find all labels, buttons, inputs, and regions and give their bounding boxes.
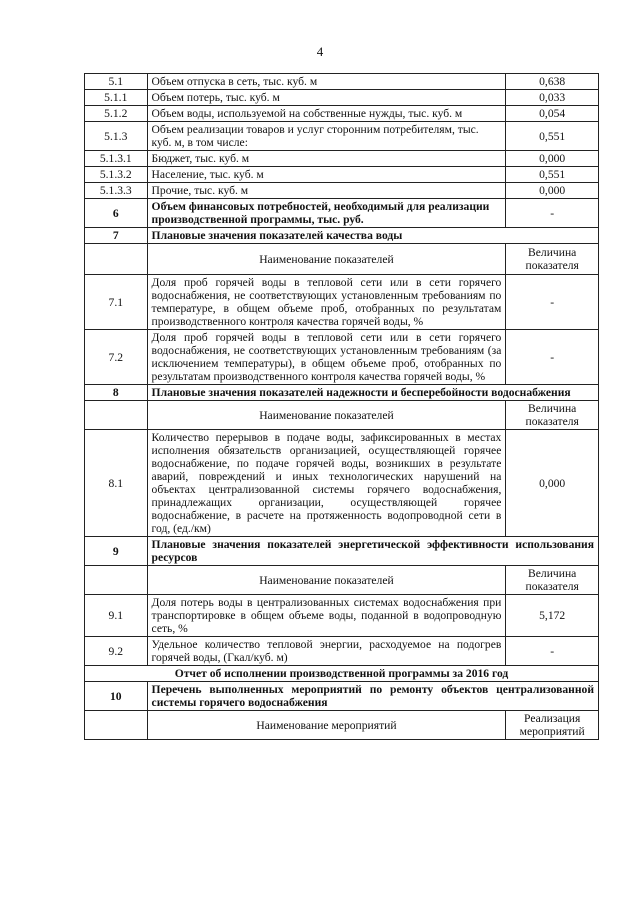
section-number: 8 <box>85 385 148 401</box>
report-title: Отчет об исполнении производственной программы за 2016 год <box>85 666 599 682</box>
column-header-name: Наименование показателей <box>147 244 506 275</box>
section-title-row <box>85 537 599 566</box>
row-number: 5.1.1 <box>85 90 148 106</box>
row-text: Объем финансовых потребностей, необходимый для реализации производственной программы, тыс. руб. <box>147 199 506 228</box>
row-number: 5.1.3.3 <box>85 183 148 199</box>
row-value: 0,551 <box>506 122 599 151</box>
row-value: - <box>506 637 599 666</box>
row-number: 7.2 <box>85 330 148 385</box>
report-title-row <box>85 666 599 682</box>
column-header-value: Величина показателя <box>506 401 599 430</box>
row-text: Количество перерывов в подаче воды, зафиксированных в местах исполнения обязательств организацией, осуществляющей горячее водоснабжение, по подаче горячей воды, возникших в результате аварий, повреждений и иных технологических нарушений на объектах централизованной системы горячего водоснабжения, принадлежащих организации, осуществляющей горячее водоснабжение, в расчете на протяженность водопроводной сети в год, (ед./км) <box>147 430 506 537</box>
column-header-row <box>85 244 599 275</box>
table-row <box>85 106 599 122</box>
section-title: Плановые значения показателей качества воды <box>147 228 598 244</box>
row-number: 5.1.3.2 <box>85 167 148 183</box>
row-value: - <box>506 275 599 330</box>
row-text: Объем воды, используемой на собственные нужды, тыс. куб. м <box>147 106 506 122</box>
table-row <box>85 183 599 199</box>
row-value: 0,000 <box>506 430 599 537</box>
program-table <box>84 73 599 740</box>
row-number: 6 <box>85 199 148 228</box>
row-text: Доля проб горячей воды в тепловой сети или в сети горячего водоснабжения, не соответствующих установленным требованиям (за исключением температуры), в общем объеме проб, отобранных по результатам производственного контроля качества горячей воды, % <box>147 330 506 385</box>
row-number: 7.1 <box>85 275 148 330</box>
table-row <box>85 122 599 151</box>
section-title-row <box>85 682 599 711</box>
row-text: Прочие, тыс. куб. м <box>147 183 506 199</box>
column-header-value: Реализация мероприятий <box>506 711 599 740</box>
row-number: 5.1.2 <box>85 106 148 122</box>
row-value: 0,000 <box>506 151 599 167</box>
column-header-row <box>85 566 599 595</box>
table-row <box>85 167 599 183</box>
table-row <box>85 430 599 537</box>
row-text: Доля проб горячей воды в тепловой сети или в сети горячего водоснабжения, не соответствующих установленным требованиям по температуре, в общем объеме проб, отобранных по результатам производственного контроля качества горячей воды, % <box>147 275 506 330</box>
column-header-name: Наименование показателей <box>147 566 506 595</box>
row-value: 0,551 <box>506 167 599 183</box>
row-text: Объем потерь, тыс. куб. м <box>147 90 506 106</box>
table-row <box>85 199 599 228</box>
section-number: 10 <box>85 682 148 711</box>
row-text: Удельное количество тепловой энергии, расходуемое на подогрев горячей воды, (Гкал/куб. м) <box>147 637 506 666</box>
row-value: 0,000 <box>506 183 599 199</box>
column-header-name: Наименование показателей <box>147 401 506 430</box>
section-title-row <box>85 385 599 401</box>
table-row <box>85 151 599 167</box>
row-number: 5.1.3.1 <box>85 151 148 167</box>
table-row <box>85 275 599 330</box>
row-text: Бюджет, тыс. куб. м <box>147 151 506 167</box>
row-number: 5.1.3 <box>85 122 148 151</box>
section-number: 7 <box>85 228 148 244</box>
table-row <box>85 595 599 637</box>
row-number: 9.2 <box>85 637 148 666</box>
row-text: Объем реализации товаров и услуг сторонним потребителям, тыс. куб. м, в том числе: <box>147 122 506 151</box>
column-header-value: Величина показателя <box>506 244 599 275</box>
table-row <box>85 90 599 106</box>
table-row <box>85 637 599 666</box>
row-number: 9.1 <box>85 595 148 637</box>
column-header-value: Величина показателя <box>506 566 599 595</box>
row-text: Население, тыс. куб. м <box>147 167 506 183</box>
section-number: 9 <box>85 537 148 566</box>
table-row <box>85 74 599 90</box>
row-number: 8.1 <box>85 430 148 537</box>
row-text: Объем отпуска в сеть, тыс. куб. м <box>147 74 506 90</box>
column-header-name: Наименование мероприятий <box>147 711 506 740</box>
section-title: Плановые значения показателей энергетической эффективности использования ресурсов <box>147 537 598 566</box>
row-value: - <box>506 199 599 228</box>
row-value: 0,054 <box>506 106 599 122</box>
column-header-row <box>85 711 599 740</box>
page-number: 4 <box>316 44 324 59</box>
row-value: 0,638 <box>506 74 599 90</box>
table-row <box>85 330 599 385</box>
row-value: 5,172 <box>506 595 599 637</box>
row-value: - <box>506 330 599 385</box>
row-number: 5.1 <box>85 74 148 90</box>
column-header-row <box>85 401 599 430</box>
row-value: 0,033 <box>506 90 599 106</box>
section-title: Перечень выполненных мероприятий по ремонту объектов централизованной системы горячего водоснабжения <box>147 682 598 711</box>
section-title-row <box>85 228 599 244</box>
row-text: Доля потерь воды в централизованных системах водоснабжения при транспортировке в общем объеме воды, поданной в водопроводную сеть, % <box>147 595 506 637</box>
section-title: Плановые значения показателей надежности и бесперебойности водоснабжения <box>147 385 598 401</box>
